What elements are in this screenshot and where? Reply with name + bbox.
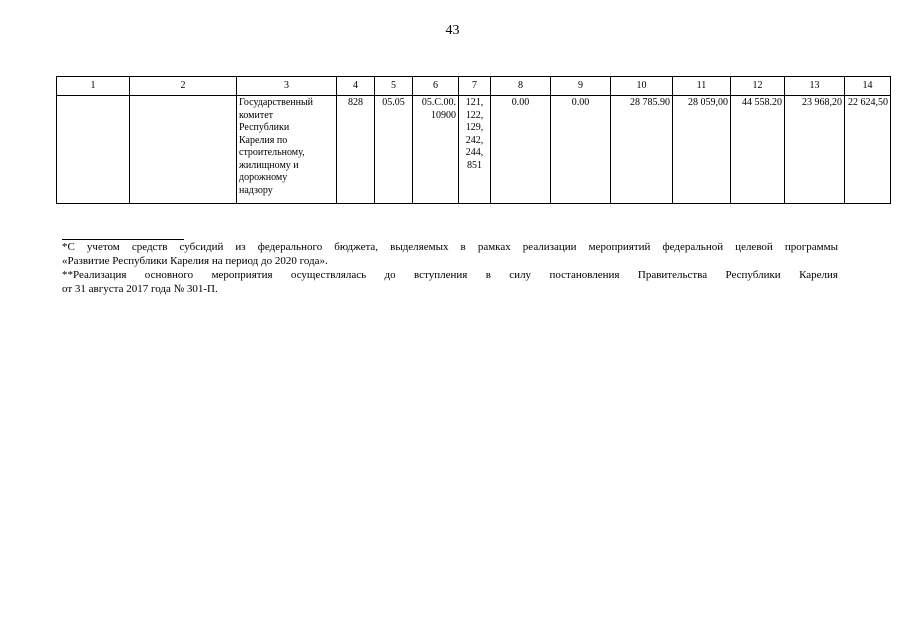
column-header: 13: [785, 77, 845, 96]
column-header: 1: [57, 77, 130, 96]
footnote-1: [62, 240, 838, 268]
table-header-row: [57, 77, 891, 96]
table-cell: 0.00: [491, 96, 551, 204]
table-cell: 22 624,50: [845, 96, 891, 204]
organization-cell: Государственный комитет Республики Карелия по строительному, жилищному и дорожному надзору: [237, 96, 337, 204]
column-header: 7: [459, 77, 491, 96]
column-header: 6: [413, 77, 459, 96]
column-header: 8: [491, 77, 551, 96]
column-header: 4: [337, 77, 375, 96]
footnotes: [62, 240, 838, 296]
footnote-1-line-2: «Развитие Республики Карелия на период до 2020 года».: [62, 255, 328, 267]
column-header: 9: [551, 77, 611, 96]
table-cell: 23 968,20: [785, 96, 845, 204]
table-cell: 05.С.00. 10900: [413, 96, 459, 204]
column-header: 5: [375, 77, 413, 96]
budget-table: [56, 76, 891, 204]
table-cell: [130, 96, 237, 204]
table-cell: 05.05: [375, 96, 413, 204]
column-header: 2: [130, 77, 237, 96]
table-row: [57, 96, 891, 204]
column-header: 3: [237, 77, 337, 96]
column-header: 12: [731, 77, 785, 96]
table-cell: 0.00: [551, 96, 611, 204]
footnote-2-line-2: от 31 августа 2017 года № 301-П.: [62, 283, 218, 295]
footnote-2: [62, 268, 838, 296]
column-header: 10: [611, 77, 673, 96]
footnote-1-line-1: *С учетом средств субсидий из федерального бюджета, выделяемых в рамках реализации мероприятий федеральной целевой программы: [62, 241, 838, 253]
table-cell: 28 059,00: [673, 96, 731, 204]
column-header: 11: [673, 77, 731, 96]
footnote-2-line-1: **Реализация основного мероприятия осуществлялась до вступления в силу постановления Правительства Республики Карелия: [62, 269, 838, 281]
table-cell: 828: [337, 96, 375, 204]
column-header: 14: [845, 77, 891, 96]
page-number: 43: [445, 23, 460, 38]
table-cell: [57, 96, 130, 204]
table-cell: 121, 122, 129, 242, 244, 851: [459, 96, 491, 204]
table-cell: 44 558.20: [731, 96, 785, 204]
table-cell: 28 785.90: [611, 96, 673, 204]
